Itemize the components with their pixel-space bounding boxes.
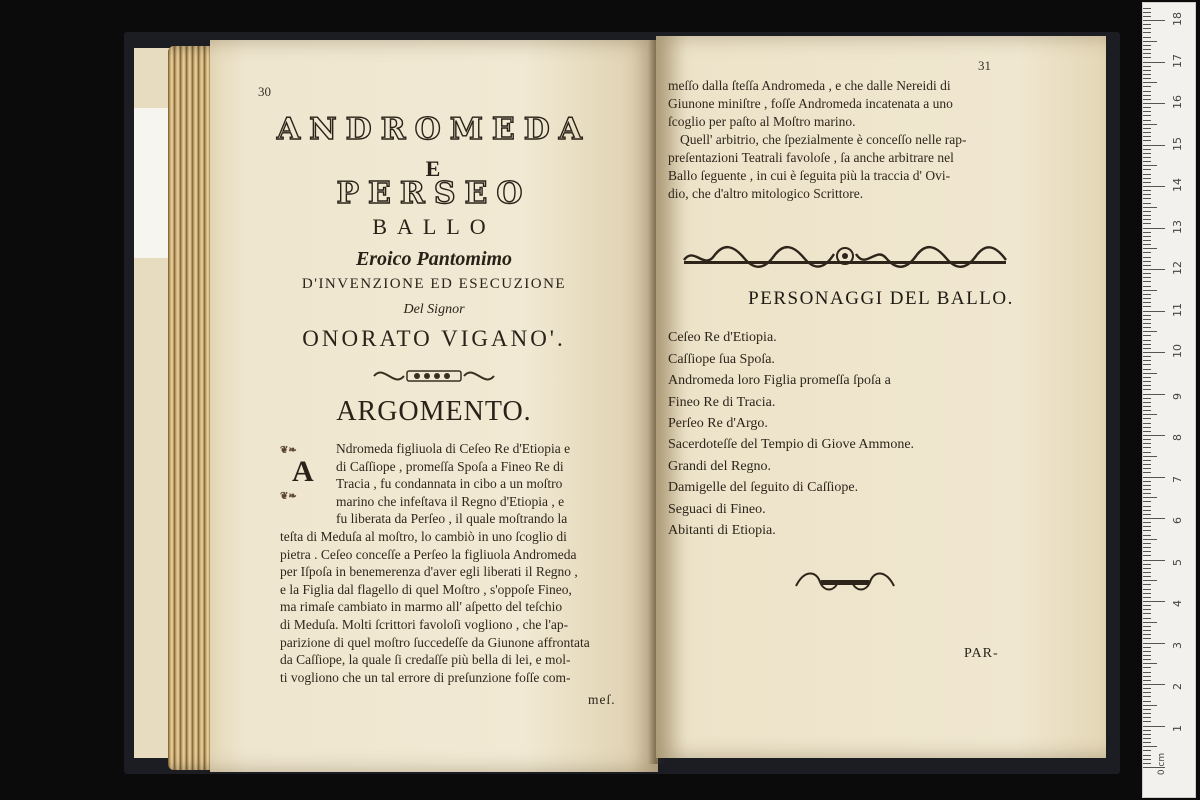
ruler-tick [1143,53,1151,54]
ruler-tick [1143,564,1151,565]
paragraph-line: Tracia , fu condannata in cibo a un moſtro [336,476,563,492]
ruler-tick [1143,464,1151,465]
paragraph-line: di Meduſa. Molti ſcrittori favoloſi vogliono , che l'ap- [280,617,569,632]
ruler-tick [1143,692,1151,693]
ruler-tick [1143,373,1157,374]
ruler-tick [1143,228,1165,229]
ruler-tick [1143,456,1157,457]
ruler-tick [1143,597,1151,598]
ruler-tick [1143,605,1151,606]
ruler-tick [1143,140,1151,141]
ruler-tick [1143,572,1151,573]
ruler-tick [1143,165,1157,166]
ruler-tick [1143,738,1151,739]
ruler-tick [1143,306,1151,307]
ruler-tick [1143,12,1151,13]
text-line: dio, che d'altro mitologico Scrittore. [668,186,864,201]
ruler-label: 2 [1171,683,1184,690]
ruler-tick [1143,74,1151,75]
ruler-tick [1143,447,1151,448]
ruler-label: 10 [1171,344,1184,358]
ruler-tick [1143,41,1157,42]
ruler-tick [1143,709,1151,710]
ruler-tick [1143,667,1151,668]
ruler-tick [1143,331,1157,332]
ruler-tick [1143,174,1151,175]
paragraph-line: teſta di Meduſa al moſtro, lo cambiò in uno ſcoglio di [280,529,567,544]
small-ornament [790,566,900,601]
character-item: Sacerdoteſſe del Tempio di Giove Ammone. [668,437,915,452]
ruler-tick [1143,755,1151,756]
ruler-tick [1143,638,1151,639]
flourish-ornament-icon [369,362,499,390]
ruler-tick [1143,688,1151,689]
ruler-tick [1143,107,1151,108]
ruler-tick [1143,286,1151,287]
paragraph-line: ti vogliono che un tal errore di preſunzione foſſe com- [280,669,571,685]
ruler-tick [1143,717,1151,718]
ruler-tick [1143,485,1151,486]
ruler-tick [1143,311,1165,312]
ruler-tick [1143,506,1151,507]
text-line: meſſo dalla ſteſſa Andromeda , e che dalle Nereidi di [668,78,951,93]
ruler-label: 3 [1171,641,1184,649]
ruler-tick [1143,730,1151,731]
ruler-tick [1143,369,1151,370]
ruler-tick [1143,398,1151,399]
ruler-tick [1143,37,1151,38]
ruler-tick [1143,32,1151,33]
ruler-tick [1143,443,1151,444]
ruler-tick [1143,203,1151,204]
ruler-tick [1143,497,1157,498]
ballo-heading: BALLO [372,214,496,239]
ruler-label: 8 [1171,434,1184,441]
paragraph-line: da Caſſiope, la quale ſi credaſſe più bella di lei, e mol- [280,652,571,668]
ruler-tick [1143,182,1151,183]
character-item: Andromeda loro Figlia promeſſa ſpoſa a [668,373,891,388]
ruler-tick [1143,746,1157,747]
character-item: Grandi del Regno. [668,459,772,474]
section-argomento: ARGOMENTO. [336,396,532,427]
ruler-tick [1143,319,1151,320]
ruler-tick [1143,427,1151,428]
paragraph-line: marino che infeſtava il Regno d'Etiopia , e [336,493,565,509]
ruler-tick [1143,518,1165,519]
flourish-ornament-icon [790,566,900,596]
ruler-tick [1143,248,1157,249]
ruler-tick [1143,539,1157,540]
ruler-tick [1143,257,1151,258]
ruler-tick [1143,613,1151,614]
title-conjunction: E [425,156,443,181]
ruler-tick [1143,302,1151,303]
ruler-tick [1143,236,1151,237]
ruler-tick [1143,472,1151,473]
ruler-tick [1143,315,1151,316]
ruler-tick [1143,584,1151,585]
ruler-tick [1143,49,1151,50]
ruler-label: 1 [1171,724,1184,732]
ruler-tick [1143,418,1151,419]
ruler-tick [1143,198,1151,199]
ruler-tick [1143,120,1151,121]
ruler-tick [1143,394,1165,395]
catchword-right: PAR- [964,646,999,661]
ruler-tick [1143,626,1151,627]
ruler-label: 17 [1171,53,1184,68]
ruler-tick [1143,555,1151,556]
ruler-tick [1143,66,1151,67]
ruler-label: 4 [1171,600,1184,607]
ruler-tick [1143,145,1165,146]
ruler-tick [1143,460,1151,461]
ruler-tick [1143,406,1151,407]
ruler-tick [1143,219,1151,220]
ruler-tick [1143,593,1151,594]
ruler-tick [1143,294,1151,295]
ruler-tick [1143,734,1151,735]
ruler-tick [1143,335,1151,336]
ruler-label: 7 [1171,475,1184,483]
ruler-tick [1143,57,1151,58]
ruler-tick [1143,348,1151,349]
ruler-tick [1143,701,1151,702]
ruler-tick [1143,402,1151,403]
ruler-label: 5 [1171,558,1184,566]
ruler-tick [1143,601,1165,602]
ruler-tick [1143,132,1151,133]
ruler-tick [1143,252,1151,253]
ruler-tick [1143,680,1151,681]
ruler-tick [1143,161,1151,162]
ruler-tick [1143,526,1151,527]
ruler-tick [1143,149,1151,150]
ruler-tick [1143,547,1151,548]
ruler-tick [1143,423,1151,424]
ruler-unit-label: 0 cm [1157,752,1168,776]
character-item: Seguaci di Fineo. [668,502,766,517]
ruler-tick [1143,124,1157,125]
ornament-left-1 [210,362,658,395]
ruler-tick [1143,136,1151,137]
page-number-right: 31 [978,58,991,73]
drop-cap-box [280,445,328,505]
ruler-label: 16 [1171,95,1184,109]
ruler-tick [1143,535,1151,536]
ruler-tick [1143,452,1151,453]
ruler-tick [1143,684,1165,685]
corner-ornament-icon: ❦❧ [280,445,297,456]
ruler-label: 6 [1171,517,1184,524]
ruler-tick [1143,385,1151,386]
ruler-tick [1143,340,1151,341]
ruler-tick [1143,389,1151,390]
ruler-tick [1143,663,1157,664]
character-item: Fineo Re di Tracia. [668,395,776,410]
ruler-tick [1143,273,1151,274]
ruler-tick [1143,153,1151,154]
paragraph-line: fu liberata da Perſeo , il quale moſtrando la [336,511,568,527]
page-number-left: 30 [258,84,271,99]
ruler-tick [1143,128,1151,129]
ruler-tick [1143,215,1151,216]
character-item: Damigelle del ſeguito di Caſſiope. [668,480,859,495]
ruler-tick [1143,576,1151,577]
ruler-tick [1143,630,1151,631]
character-item: Caſſiope ſua Spoſa. [668,352,775,367]
ruler-tick [1143,643,1165,644]
corner-ornament-icon: ❦❧ [280,491,297,502]
ruler-tick [1143,169,1151,170]
character-item: Perſeo Re d'Argo. [668,416,768,431]
ruler-tick [1143,381,1151,382]
text-line: ſcoglio per paſto al Moſtro marino. [668,114,856,129]
ruler-tick [1143,95,1151,96]
catchword-left: meſ. [588,692,616,707]
drop-cap-letter: A [292,455,314,488]
ruler-tick [1143,356,1151,357]
ruler-tick [1143,70,1151,71]
ruler-tick [1143,24,1151,25]
ruler-tick [1143,609,1151,610]
ruler-tick [1143,477,1165,478]
ruler-tick [1143,111,1151,112]
ruler-tick [1143,618,1151,619]
ruler-tick [1143,414,1157,415]
ruler-tick [1143,99,1151,100]
ruler-tick [1143,269,1165,270]
ruler-tick [1143,713,1151,714]
ruler-tick [1143,360,1151,361]
ruler-tick [1143,298,1151,299]
ornament-band [680,242,1010,277]
ruler-tick [1143,726,1165,727]
invention-line: D'INVENZIONE ED ESECUZIONE [301,276,567,292]
ruler-tick [1143,323,1151,324]
personaggi-heading: PERSONAGGI DEL BALLO. [748,288,1014,309]
ruler-tick [1143,186,1165,187]
ruler-label: 15 [1171,136,1184,151]
paragraph-line: pietra . Ceſeo conceſſe a Perſeo la figliuola Andromeda [280,546,577,562]
ruler-tick [1143,568,1151,569]
paragraph-line: parizione di quel moſtro ſuccedeſſe da Giunone affrontata [280,634,590,650]
ruler-tick [1143,481,1151,482]
text-line: Ballo ſeguente , in cui è ſeguita più la traccia d' Ovi- [668,168,951,183]
ruler-tick [1143,742,1151,743]
ruler-tick [1143,223,1151,224]
ruler-label: 12 [1171,261,1184,275]
ruler-tick [1143,377,1151,378]
ruler-tick [1143,431,1151,432]
ruler-tick [1143,78,1151,79]
measuring-ruler [1142,2,1196,798]
title-perseo: PERSEO [336,176,532,211]
ruler-tick [1143,672,1151,673]
ruler-tick [1143,194,1151,195]
ruler-tick [1143,62,1165,63]
vine-ornament-icon [680,242,1010,272]
paper-slip [134,108,170,258]
title-andromeda: ANDROMEDA [276,112,592,147]
ruler-label: 9 [1171,392,1184,400]
paragraph-line: Ndromeda figliuola di Ceſeo Re d'Etiopia e [336,441,571,456]
ruler-tick [1143,622,1157,623]
author-name: ONORATO VIGANO'. [302,326,566,351]
ruler-tick [1143,352,1165,353]
ruler-tick [1143,560,1165,561]
ruler-label: 11 [1171,302,1184,317]
ruler-tick [1143,410,1151,411]
ruler-tick [1143,580,1157,581]
ruler-tick [1143,705,1157,706]
ruler-tick [1143,530,1151,531]
ruler-tick [1143,16,1151,17]
text-line: preſentazioni Teatrali favoloſe , ſa anche arbitrare nel [668,150,954,165]
ruler-tick [1143,676,1151,677]
ruler-tick [1143,439,1151,440]
subtitle-eroico-pantomimo: Eroico Pantomimo [355,248,513,270]
ruler-tick [1143,244,1151,245]
ruler-tick [1143,489,1151,490]
ruler-tick [1143,281,1151,282]
ruler-tick [1143,86,1151,87]
ruler-tick [1143,115,1151,116]
ruler-tick [1143,522,1151,523]
ruler-tick [1143,207,1157,208]
ruler-tick [1143,510,1151,511]
ruler-tick [1143,696,1151,697]
ruler-tick [1143,91,1151,92]
ruler-tick [1143,759,1151,760]
character-item: Ceſeo Re d'Etiopia. [668,330,777,345]
ruler-label: 18 [1171,12,1184,26]
ruler-label: 14 [1171,178,1184,192]
ruler-tick [1143,435,1165,436]
ruler-tick [1143,211,1151,212]
ruler-tick [1143,240,1151,241]
ruler-tick [1143,82,1157,83]
del-signor-line: Del Signor [403,302,465,317]
character-item: Abitanti di Etiopia. [668,523,776,538]
ruler-tick [1143,157,1151,158]
ruler-tick [1143,344,1151,345]
ruler-tick [1143,364,1151,365]
paragraph-line: e la Figlia dal flagello di quel Moſtro , s'oppoſe Fineo, [280,581,572,597]
ruler-tick [1143,655,1151,656]
paragraph-line: per Iſpoſa in benemerenza d'aver egli liberati il Regno , [280,564,578,580]
paragraph-line: di Caſſiope , promeſſa Spoſa a Fineo Re di [336,458,564,474]
ruler-tick [1143,493,1151,494]
ruler-tick [1143,190,1151,191]
ruler-tick [1143,265,1151,266]
ruler-tick [1143,45,1151,46]
ruler-tick [1143,327,1151,328]
ruler-tick [1143,468,1151,469]
ruler-tick [1143,647,1151,648]
ruler-tick [1143,589,1151,590]
ruler-tick [1143,8,1151,9]
ruler-tick [1143,750,1151,751]
ruler-tick [1143,501,1151,502]
ruler-tick [1143,232,1151,233]
left-page [210,40,658,772]
ruler-tick [1143,514,1151,515]
ruler-tick [1143,178,1151,179]
ruler-tick [1143,763,1151,764]
ruler-label: 13 [1171,219,1184,234]
ruler-tick [1143,261,1151,262]
ruler-tick [1143,543,1151,544]
ruler-tick [1143,659,1151,660]
ruler-tick [1143,20,1165,21]
ruler-tick [1143,277,1151,278]
paragraph-line: ma rimaſe cambiato in marmo all' aſpetto del teſchio [280,599,563,615]
ruler-tick [1143,28,1151,29]
ruler-tick [1143,651,1151,652]
ruler-tick [1143,551,1151,552]
ruler-tick [1143,290,1157,291]
text-line: Quell' arbitrio, che ſpezialmente è conceſſo nelle rap- [680,132,967,147]
right-page [656,36,1106,758]
ruler-tick [1143,103,1165,104]
ruler-tick [1143,721,1151,722]
ruler-tick [1143,634,1151,635]
text-line: Giunone miniſtre , foſſe Andromeda incatenata a uno [668,96,953,111]
